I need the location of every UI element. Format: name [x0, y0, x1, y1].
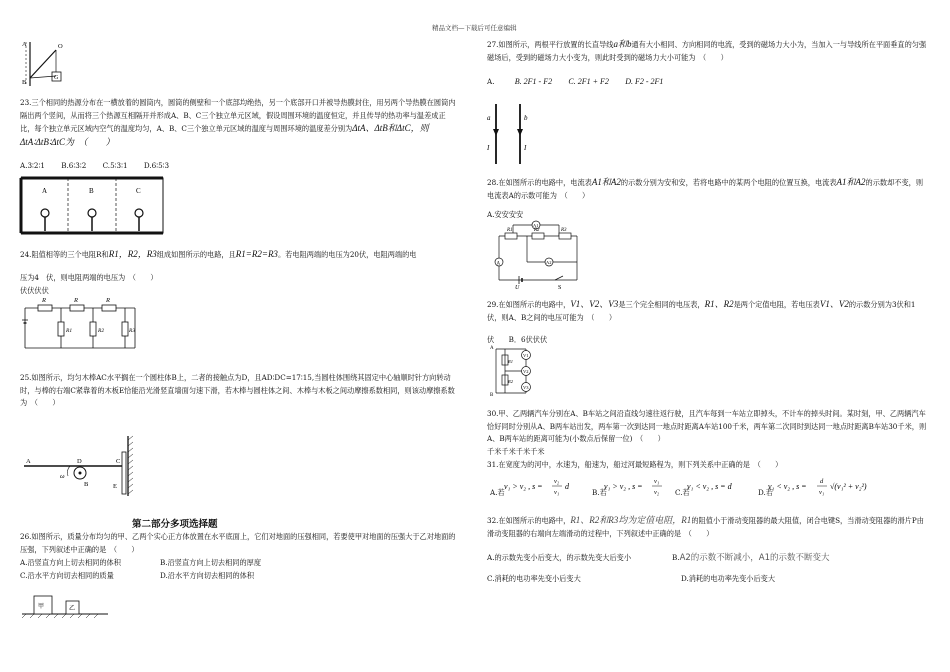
q32-option-d: D.消耗的电功率先变小后变大 — [681, 574, 776, 583]
fig28-label-r2: R2 — [534, 228, 540, 233]
fig23-label-b: B — [89, 187, 94, 195]
q27-text-b: 通有大小相同、方向相同的电流，受到的磁场力大小为，当加入一与导线所在平面垂直的匀强磁场后，受到的磁场力大小变为，则此时受到的磁场力大小可能为 （ ） — [487, 40, 927, 62]
q31-options — [490, 471, 930, 501]
fig22-label-g: G — [54, 75, 59, 81]
svg-text:v₁: v₁ — [554, 489, 560, 496]
svg-text:√(v₁² + v₂²): √(v₁² + v₂²) — [830, 482, 867, 491]
q28-line3: A.安安安安 — [487, 210, 524, 219]
fig27-label-a: a — [487, 114, 491, 122]
q24-text-b: 组成如图所示的电路，且 — [156, 250, 236, 259]
figure-28-circuit — [485, 220, 585, 290]
q31-option-d: D.若 — [758, 488, 773, 497]
q31-formulas — [504, 473, 924, 501]
q24-line3: 伏伏伏伏 — [20, 286, 49, 295]
fig26-label-jia: 甲 — [38, 604, 45, 610]
question-25: 25.如图所示，均匀木棒AC水平搁在一个圆柱体B上，二者的接触点为D，且AD∶DC=17∶15,当圆柱体围绕其固定中心轴顺时针方向转动时，与棒的右端C紧靠着的木板E恰能沿光滑竖直墙面匀速下滑，若木棒与圆柱体之间、木棒与木板之间动摩擦系数相同，则该动摩擦系数为 （ ） — [20, 373, 455, 407]
q29-voltmeters-12: V1、V2 — [819, 299, 849, 309]
question-23 — [20, 97, 460, 149]
q23-text: 23.三个相同的热源分布在一横放着的圆筒内，圆筒的侧壁和一个底部均绝热，另一个底部开口并被导热膜封住，用另两个导热膜在圆筒内隔出两个竖间，从而将三个热源互相隔开并形成A、B、C三个独立单元区域，假设周围环境的温度恒定，并且传导的热功率与温差成正比，每个独立单元区域内空气的温度均匀，A、B、C三个独立单元区域的温度与周围环境的温度差分别为 — [20, 98, 456, 133]
q24-vars-1: R1，R2，R3 — [108, 249, 157, 259]
q29-text-a: 29.在如图所示的电路中， — [487, 300, 571, 309]
fig26-label-yi: 乙 — [69, 606, 76, 612]
question-31: 31.在宽度为的河中，水速为，船速为，船过河最短路程为，则下列关系中正确的是 （ ） — [487, 460, 783, 469]
q23-options — [20, 160, 183, 173]
q32-option-b-prefix: B. — [672, 553, 680, 562]
fig22-label-a: A — [22, 41, 27, 48]
q31-option-a: A.若 — [490, 488, 505, 497]
q29-resistors: R1、R2 — [704, 299, 734, 309]
q27-option-a: A. — [487, 77, 495, 86]
fig28-label-a2: A2 — [546, 260, 552, 265]
svg-text:d: d — [565, 482, 569, 491]
svg-text:v₁ < v₂ , s =: v₁ < v₂ , s = — [768, 482, 807, 491]
fig28-label-u: U — [515, 285, 520, 290]
fig27-label-b: b — [524, 114, 528, 122]
q24-text-a: 24.阻值相等的三个电阻R和 — [20, 250, 109, 259]
fig25-label-c: C — [116, 458, 121, 465]
figure-22-rod-diagram — [20, 38, 80, 90]
fig29-label-b: B — [490, 393, 494, 397]
q32-option-b-text: A2的示数不断减小，A1的示数不断变大 — [679, 553, 830, 563]
q28-text-a: 28.在如图所示的电路中，电流表 — [487, 178, 592, 187]
q29-text-d: 的示数分别为3伏和1伏，则A、B之间的电压可能为 （ ） — [487, 300, 916, 322]
figure-27-parallel-wires — [484, 100, 534, 166]
fig28-label-r3: R3 — [561, 228, 567, 233]
q29-voltmeters: V1、V2、V3 — [570, 299, 619, 309]
fig29-label-r1: R1 — [508, 359, 513, 364]
q26-option-a: A.沿竖直方向上切去相同的体积 — [20, 558, 121, 567]
svg-text:v₁ > v₂ , s =: v₁ > v₂ , s = — [504, 482, 543, 491]
fig25-label-e: E — [113, 483, 117, 490]
fig29-label-v3: V3 — [523, 385, 529, 390]
q28-text-c: 的示数却不变，则电流表A的示数可能为 （ ） — [487, 178, 924, 200]
fig24-label-r1: R — [42, 297, 46, 304]
svg-text:v₁ > v₂ , s =: v₁ > v₂ , s = — [604, 482, 643, 491]
question-29 — [487, 298, 927, 324]
q27-option-c: C. 2F1 + F2 — [568, 77, 609, 86]
q31-option-c: C.若 — [675, 488, 690, 497]
svg-text:v₁: v₁ — [654, 478, 660, 485]
q27-wires: a和b — [613, 39, 632, 49]
svg-text:v₂: v₂ — [554, 478, 560, 485]
svg-text:v₂: v₂ — [654, 489, 660, 496]
q23-option-a: A.3∶2∶1 — [20, 161, 45, 170]
fig24-label-r1-sub: R1 — [66, 328, 73, 334]
fig25-label-omega: ω — [60, 473, 65, 480]
figure-25-rod-cylinder — [20, 432, 150, 500]
q32-option-b — [672, 552, 830, 565]
question-24-line1 — [20, 248, 416, 262]
question-27 — [487, 38, 927, 64]
fig28-label-a: A — [496, 261, 501, 267]
page-header: 精品文档—下载后可任意编辑 — [432, 24, 517, 32]
q32-option-c: C.消耗的电功率先变小后变大 — [487, 574, 581, 583]
q23-option-c: C.5∶3∶1 — [102, 161, 128, 170]
fig29-label-a: A — [490, 346, 494, 351]
q26-option-d: D.沿水平方向切去相同的体积 — [160, 571, 255, 580]
q32-option-a: A.的示数先变小后变大，的示数先变大后变小 — [487, 553, 632, 562]
q23-expr: ΔtA、ΔtB和ΔtC，则ΔtA∶ΔtB∶ΔtC为 （ ） — [20, 123, 429, 147]
question-26: 26.如图所示，质量分布均匀的甲、乙两个实心正方体放置在水平底面上，它们对地面的压强相同，若要使甲对地面的压强大于乙对地面的压强，下列叙述中正确的是 （ ） — [20, 532, 456, 554]
q32-resistors: R1、R2和R3均为定值电阻，R1 — [570, 515, 692, 525]
fig22-label-o: O — [58, 43, 63, 50]
q24-vars-2: R1=R2=R3 — [235, 249, 278, 259]
fig28-label-s: S — [558, 285, 562, 290]
q28-text-b: 的示数分别为安和安，若将电路中的某两个电阻的位置互换，电流表 — [620, 178, 837, 187]
q31-option-b: B.若 — [592, 488, 607, 497]
q24-line2: 压为4 伏，则电阻两端的电压为 （ ） — [20, 273, 158, 282]
svg-text:v₁: v₁ — [819, 489, 825, 496]
svg-text:v₁ < v₂ , s = d: v₁ < v₂ , s = d — [687, 482, 732, 491]
figure-26-cubes — [20, 590, 110, 618]
fig24-label-r2: R — [74, 297, 78, 304]
q29-text-b: 是三个完全相同的电压表， — [618, 300, 705, 309]
fig22-label-b: B — [22, 79, 27, 86]
fig28-label-a1: A1 — [533, 223, 539, 228]
q27-options — [487, 76, 677, 89]
fig23-label-c: C — [136, 187, 141, 195]
fig24-label-r2-sub: R2 — [98, 328, 105, 334]
question-28 — [487, 176, 927, 202]
svg-text:d: d — [820, 478, 824, 485]
fig24-label-r3: R — [106, 297, 110, 304]
figure-24-circuit — [20, 296, 140, 358]
fig28-label-r1: R1 — [507, 228, 513, 233]
fig27-label-i1: I — [487, 144, 490, 152]
q32-text-b: 的阻值小于滑动变阻器的最大阻值，闭合电键S，当滑动变阻器的滑片P由滑动变阻器的右端向左端滑动的过程中，下列叙述中正确的是 （ ） — [487, 516, 924, 538]
q24-text-c: 。若电阻两端的电压为20伏，电阻两端的电 — [277, 250, 417, 259]
fig25-label-a: A — [26, 458, 31, 465]
fig25-label-b: B — [84, 481, 89, 488]
q23-option-b: B.6∶3∶2 — [61, 161, 87, 170]
q32-text-a: 32.在如图所示的电路中， — [487, 516, 571, 525]
q29-line3: 伏 B．6伏伏伏 — [487, 335, 548, 344]
q27-text-a: 27.如图所示，两根平行放置的长直导线 — [487, 40, 614, 49]
q27-option-b: B. 2F1 - F2 — [514, 77, 553, 86]
q26-option-b: B.沿竖直方向上切去相同的厚度 — [160, 558, 262, 567]
question-30: 30.甲、乙两辆汽车分别在A、B车站之间沿直线匀速往返行驶，且汽车每到一车站立即掉头，不计车的掉头时间。某时刻，甲、乙两辆汽车恰好同时分别从A、B两车站出发，两车第一次到达同一地点时距离A车站100千米，两车第二次同时到达同一地点时距离B车站30千米，则A、B两车站的距离可能为(小数点后保留一位) （ ） — [487, 409, 927, 443]
fig23-label-a: A — [42, 187, 48, 195]
fig29-label-v2: V2 — [523, 369, 529, 374]
q27-option-d: D. F2 - 2F1 — [625, 77, 664, 86]
figure-29-circuit — [488, 345, 540, 397]
q29-text-c: 是两个定值电阻，若电压表 — [733, 300, 820, 309]
fig25-label-d: D — [77, 458, 82, 465]
fig27-label-i2: I — [524, 144, 527, 152]
fig29-label-r2: R2 — [508, 379, 513, 384]
q23-option-d: D.6∶5∶3 — [143, 161, 170, 170]
q30-answer-line: 千米千米千米千米 — [487, 447, 545, 456]
q28-ammeters-1: A1和A2 — [591, 177, 621, 187]
q28-ammeters-2: A1和A2 — [836, 177, 866, 187]
section-title-multiple-choice: 第二部分多项选择题 — [132, 519, 218, 530]
question-32 — [487, 514, 927, 540]
fig29-label-v1: V1 — [523, 353, 529, 358]
fig24-label-r3-sub: R3 — [129, 328, 136, 334]
q26-option-c: C.沿水平方向切去相同的质量 — [20, 571, 114, 580]
figure-23-cylinder — [18, 175, 168, 237]
